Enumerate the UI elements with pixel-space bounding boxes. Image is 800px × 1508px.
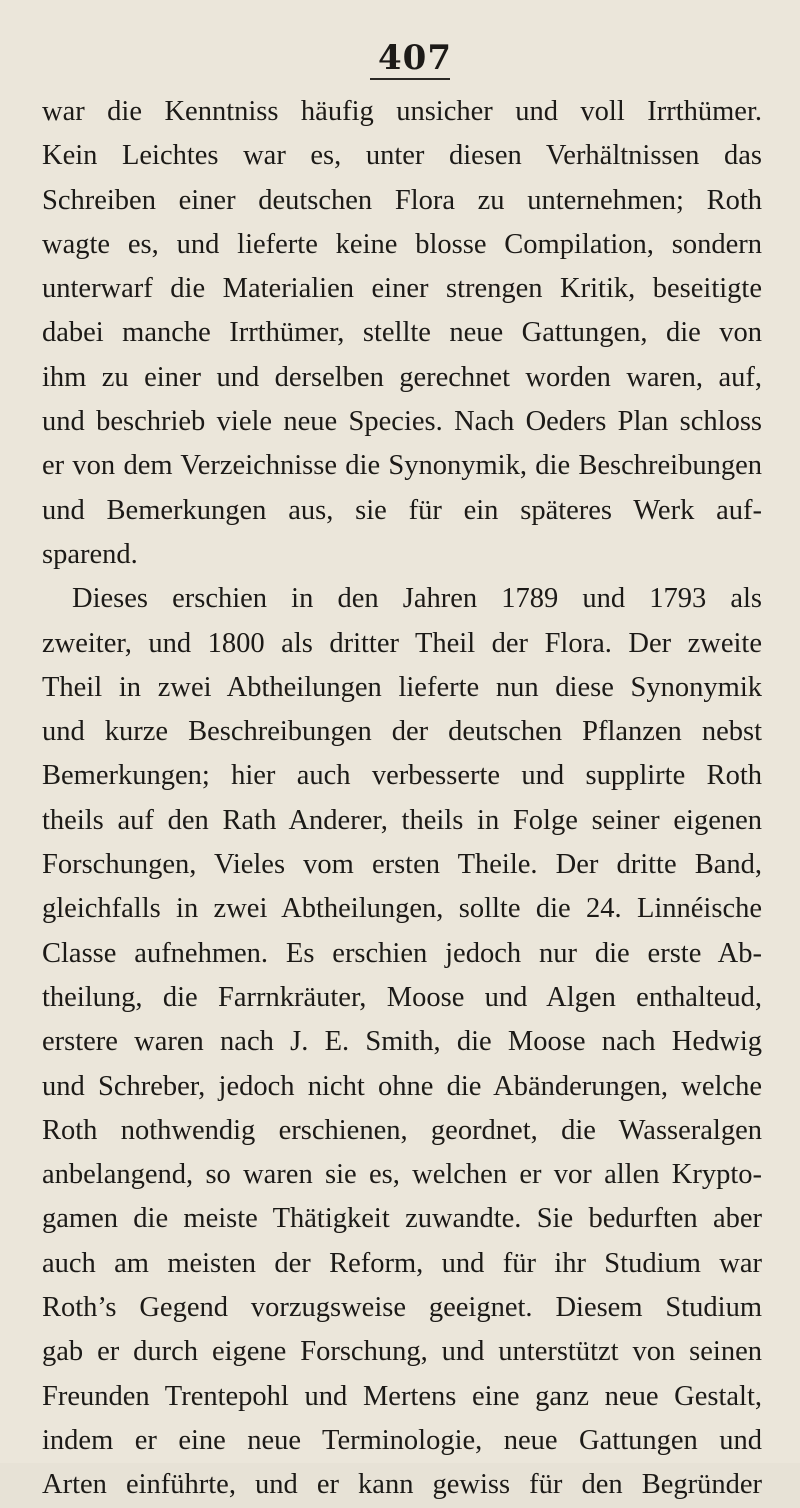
text-line: gab er durch eigene Forschung, und unterstützt von seinen	[42, 1336, 762, 1368]
text-line: indem er eine neue Terminologie, neue Gattungen und	[42, 1424, 762, 1456]
text-line: Dieses erschien in den Jahren 1789 und 1793 als	[72, 583, 762, 615]
page-number-rule	[370, 78, 450, 80]
text-line: Schreiben einer deutschen Flora zu unternehmen; Roth	[42, 184, 762, 216]
text-line: erstere waren nach J. E. Smith, die Moose nach Hedwig	[42, 1026, 762, 1058]
text-line: sparend.	[42, 538, 138, 570]
body-text	[42, 90, 762, 1508]
text-line: zweiter, und 1800 als dritter Theil der Flora. Der zweite	[42, 627, 762, 659]
text-line: theils auf den Rath Anderer, theils in Folge seiner eigenen	[42, 804, 762, 836]
text-line: Freunden Trentepohl und Mertens eine ganz neue Gestalt,	[42, 1380, 762, 1412]
text-line: Theil in zwei Abtheilungen lieferte nun diese Synonymik	[42, 671, 762, 703]
text-line: und Bemerkungen aus, sie für ein späteres Werk auf-	[42, 494, 762, 526]
text-line: war die Kenntniss häufig unsicher und voll Irrthümer.	[42, 96, 762, 127]
text-line: auch am meisten der Reform, und für ihr Studium war	[42, 1247, 762, 1279]
text-line: er von dem Verzeichnisse die Synonymik, die Beschreibungen	[42, 450, 762, 482]
text-line: gamen die meiste Thätigkeit zuwandte. Sie bedurften aber	[42, 1203, 762, 1235]
text-line: und beschrieb viele neue Species. Nach Oeders Plan schloss	[42, 406, 762, 438]
text-line: Roth nothwendig erschienen, geordnet, die Wasseralgen	[42, 1114, 762, 1146]
text-line: Forschungen, Vieles vom ersten Theile. Der dritte Band,	[42, 849, 762, 881]
text-line: wagte es, und lieferte keine blosse Compilation, sondern	[42, 228, 762, 260]
text-line: unterwarf die Materialien einer strengen Kritik, beseitigte	[42, 273, 762, 305]
text-line: Classe aufnehmen. Es erschien jedoch nur die erste Ab-	[42, 937, 762, 969]
text-line: ihm zu einer und derselben gerechnet worden waren, auf,	[42, 361, 762, 393]
text-line: theilung, die Farrnkräuter, Moose und Algen enthalteud,	[42, 981, 762, 1013]
text-line: und kurze Beschreibungen der deutschen Pflanzen nebst	[42, 716, 762, 748]
text-line: Arten einführte, und er kann gewiss für den Begründer	[42, 1469, 762, 1501]
text-line: Roth’s Gegend vorzugsweise geeignet. Diesem Studium	[42, 1292, 762, 1324]
text-line: gleichfalls in zwei Abtheilungen, sollte die 24. Linnéische	[42, 893, 762, 925]
text-line: dabei manche Irrthümer, stellte neue Gattungen, die von	[42, 317, 762, 349]
text-line: anbelangend, so waren sie es, welchen er vor allen Krypto-	[42, 1159, 762, 1191]
text-line: Kein Leichtes war es, unter diesen Verhältnissen das	[42, 140, 762, 172]
text-line: Bemerkungen; hier auch verbesserte und supplirte Roth	[42, 760, 762, 792]
page-number: 407	[378, 38, 452, 78]
text-line: und Schreber, jedoch nicht ohne die Abänderungen, welche	[42, 1070, 762, 1102]
